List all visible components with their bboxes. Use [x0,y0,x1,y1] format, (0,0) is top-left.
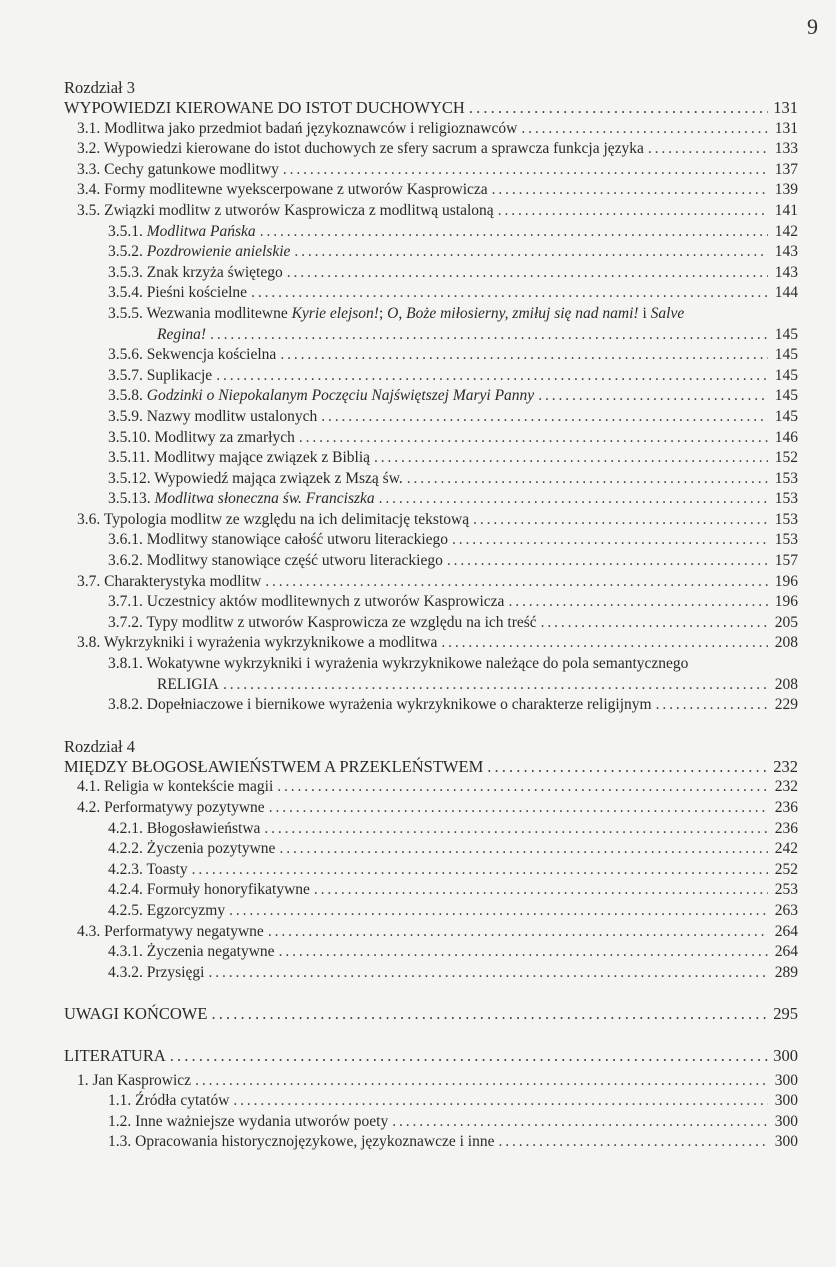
page-ref: 152 [774,449,798,467]
page-ref: 208 [774,675,798,693]
entry-title: Typologia modlitw ze względu na ich delimitację tekstową [103,510,470,528]
entry-number: 3.4. [77,181,101,199]
dot-leader [508,592,768,613]
page-ref: 145 [774,407,798,425]
entry-number: 4.2.5. [108,901,143,919]
entry-number: 3.5.1. [108,222,143,240]
toc-entry[interactable] [64,551,798,572]
toc-entry[interactable] [64,901,798,922]
entry-number: 4.2.1. [108,819,143,837]
entry-number: 3.7. [77,572,101,590]
dot-leader [233,1091,768,1112]
table-of-contents [64,78,798,1153]
toc-entry[interactable] [64,1132,798,1153]
dot-leader [487,757,768,778]
dot-leader [210,325,768,346]
dot-leader [211,1004,768,1025]
page-ref: 242 [774,840,798,858]
entry-title: Modlitwy stanowiące całość utworu literackiego [146,531,449,549]
entry-title: Wypowiedzi kierowane do istot duchowych ze sfery sacrum a sprawcza funkcja języka [103,140,644,158]
toc-entry[interactable] [64,428,798,449]
entry-title-italic: Salve [650,304,685,322]
entry-title-part: i [638,304,651,322]
toc-entry[interactable] [64,469,798,490]
entry-title: Modlitwy stanowiące część utworu literackiego [146,552,443,570]
toc-entry[interactable] [64,180,798,201]
toc-entry[interactable] [64,839,798,860]
dot-leader [492,180,768,201]
toc-entry[interactable] [64,860,798,881]
dot-leader [299,428,768,449]
entry-number: 1.1. [108,1092,132,1110]
page-ref: 157 [774,552,798,570]
dot-leader [260,222,768,243]
entry-number: 1. [77,1071,89,1089]
entry-title: Inne ważniejsze wydania utworów poety [135,1112,389,1130]
dot-leader [277,777,768,798]
entry-title: Znak krzyża świętego [146,263,283,281]
toc-entry[interactable] [64,510,798,531]
entry-number: 4.2.2. [108,840,143,858]
entry-title: Dopełniaczowe i biernikowe wyrażenia wykrzyknikowe o charakterze religijnym [146,696,652,714]
entry-number: 3.5.11. [108,449,151,467]
entry-number: 4.1. [77,778,101,796]
dot-leader [223,675,768,696]
toc-entry[interactable] [64,530,798,551]
dot-leader [287,263,768,284]
toc-entry[interactable] [64,345,798,366]
toc-entry[interactable] [64,263,798,284]
entry-title: Opracowania historycznojęzykowe, językoznawcze i inne [135,1133,495,1151]
dot-leader [216,366,768,387]
entry-title-part: RELIGIA [157,675,219,693]
toc-entry[interactable] [64,1112,798,1133]
entry-title: Związki modlitw z utworów Kasprowicza z modlitwą ustaloną [104,201,494,219]
dot-leader [170,1046,768,1067]
dot-leader [447,551,768,572]
chapter-label: Rozdział 4 [64,736,136,756]
entry-number: 3.5.8. [108,387,143,405]
dot-leader [469,98,768,119]
entry-title: Cechy gatunkowe modlitwy [104,160,279,178]
dot-leader [498,201,768,222]
page-ref: 145 [774,387,798,405]
entry-title: Przysięgi [146,963,205,981]
literature-row[interactable] [64,1046,798,1067]
dot-leader [314,880,768,901]
entry-number: 3.8. [77,634,101,652]
page-ref: 300 [774,1133,798,1151]
page-ref: 196 [774,572,798,590]
page-ref: 208 [774,634,798,652]
dot-leader [283,160,768,181]
page-ref: 289 [774,963,798,981]
spacer [64,716,798,737]
entry-number: 3.8.2. [108,696,143,714]
entry-number: 3.3. [77,160,101,178]
toc-entry-multiline[interactable] [64,654,798,675]
dot-leader [195,1071,768,1092]
toc-entry[interactable] [64,160,798,181]
page-ref: 232 [774,778,798,796]
entry-title: Pieśni kościelne [146,284,248,302]
page-ref: 137 [774,160,798,178]
entry-number: 3.6.2. [108,552,143,570]
entry-number: 3.5.4. [108,284,143,302]
page-ref: 232 [773,756,798,776]
section-title: UWAGI KOŃCOWE [64,1004,208,1024]
toc-entry[interactable] [64,613,798,634]
entry-number: 3.6. [77,510,101,528]
entry-title: Jan Kasprowicz [92,1071,192,1089]
toc-entry[interactable] [64,1091,798,1112]
dot-leader [541,613,768,634]
toc-entry[interactable] [64,283,798,304]
chapter-title: MIĘDZY BŁOGOSŁAWIEŃSTWEM A PRZEKLEŃSTWEM [64,756,484,776]
entry-number: 3.5. [77,201,101,219]
entry-number: 3.5.3. [108,263,143,281]
page-ref: 229 [774,696,798,714]
entry-number: 3.7.1. [108,593,143,611]
spacer [64,983,798,1004]
entry-title: Pozdrowienie anielskie [146,243,291,261]
entry-title: Modlitwa Pańska [146,222,256,240]
entry-title-italic: O, Boże miłosierny, zmiłuj się nad nami! [387,304,639,322]
toc-entry[interactable] [64,366,798,387]
dot-leader [498,1132,768,1153]
entry-title: Egzorcyzmy [146,901,226,919]
page-ref: 300 [774,1071,798,1089]
entry-title: Źródła cytatów [135,1092,230,1110]
entry-number: 1.2. [108,1112,132,1130]
entry-number: 3.5.6. [108,346,143,364]
entry-number: 3.6.1. [108,531,143,549]
dot-leader [656,695,768,716]
toc-entry[interactable] [64,633,798,654]
page-ref: 142 [774,222,798,240]
dot-leader [441,633,768,654]
page-ref: 205 [774,613,798,631]
entry-number: 4.2.3. [108,860,143,878]
toc-entry[interactable] [64,386,798,407]
dot-leader [280,345,768,366]
toc-entry[interactable] [64,489,798,510]
entry-number: 4.2. [77,799,101,816]
page-ref: 264 [774,943,798,961]
dot-leader [521,119,768,140]
entry-title-part: Wokatywne wykrzykniki i wyrażenia wykrzyknikowe należące do pola semantycznego [146,655,689,673]
dot-leader [648,139,768,160]
entry-number: 1.3. [108,1133,132,1151]
entry-title: Formuły honoryfikatywne [146,881,310,899]
entry-title: Nazwy modlitw ustalonych [146,407,318,425]
entry-title: Wypowiedź mająca związek z Mszą św. [154,469,403,487]
chapter-title-row[interactable] [64,98,798,119]
entry-number: 3.5.5. [108,304,143,322]
chapter-label: Rozdział 3 [64,78,136,97]
dot-leader [192,860,768,881]
toc-entry[interactable] [64,407,798,428]
toc-entry-continuation[interactable] [64,325,798,346]
entry-title: Wykrzykniki i wyrażenia wykrzyknikowe a modlitwa [103,634,438,652]
closing-remarks-row[interactable] [64,1004,798,1025]
page-ref: 143 [774,263,798,281]
entry-title-part: ; [378,304,388,322]
dot-leader [279,839,768,860]
entry-title: Godzinki o Niepokalanym Poczęciu Najświętszej Maryi Panny [146,387,535,405]
page-ref: 153 [774,510,798,528]
entry-title: Religia w kontekście magii [104,778,274,796]
entry-title: Życzenia negatywne [146,943,275,961]
page-ref: 236 [774,819,798,837]
toc-entry[interactable] [64,942,798,963]
entry-title: Błogosławieństwa [146,819,261,837]
toc-entry[interactable] [64,222,798,243]
page-ref: 145 [774,346,798,364]
entry-number: 4.3.2. [108,963,143,981]
toc-entry[interactable] [64,572,798,593]
page-ref: 264 [774,922,798,940]
entry-title: Modlitwy za zmarłych [154,428,295,446]
dot-leader [538,386,768,407]
entry-title: Modlitwa słoneczna św. Franciszka [154,490,375,508]
chapter-title: WYPOWIEDZI KIEROWANE DO ISTOT DUCHOWYCH [64,98,465,117]
entry-title: Charakterystyka modlitw [104,572,262,590]
toc-entry[interactable] [64,592,798,613]
dot-leader [374,448,768,469]
section-title: LITERATURA [64,1045,166,1065]
dot-leader [279,942,768,963]
entry-number: 3.2. [77,140,101,158]
entry-number: 4.3.1. [108,943,143,961]
dot-leader [208,963,768,984]
entry-number: 3.7.2. [108,613,143,631]
page-ref: 253 [774,881,798,899]
page-ref: 300 [774,1112,798,1130]
page-ref: 295 [773,1004,798,1024]
page-ref: 196 [774,593,798,611]
entry-title: Modlitwa jako przedmiot badań językoznawców i religioznawców [104,119,518,137]
page-ref: 133 [774,140,798,158]
toc-entry-multiline[interactable] [64,304,798,325]
dot-leader [294,242,768,263]
entry-number: 4.3. [77,922,101,940]
page-ref: 236 [774,799,798,816]
entry-title-italic: Kyrie elejson! [291,304,379,322]
toc-entry[interactable] [64,242,798,263]
dot-leader [321,407,768,428]
toc-entry[interactable] [64,880,798,901]
page-ref: 131 [773,98,798,117]
page-ref: 144 [774,284,798,302]
entry-title-italic: Regina! [157,325,207,343]
page-ref: 145 [774,366,798,384]
entry-title: Typy modlitw z utworów Kasprowicza ze względu na ich treść [146,613,537,631]
toc-entry[interactable] [64,777,798,798]
toc-entry-continuation[interactable] [64,675,798,696]
page-number: 9 [807,14,818,39]
entry-title: Uczestnicy aktów modlitewnych z utworów Kasprowicza [146,593,505,611]
entry-title: Sekwencja kościelna [146,346,277,364]
entry-number: 3.5.13. [108,490,151,508]
page-ref: 252 [774,860,798,878]
entry-number: 3.5.12. [108,469,151,487]
toc-entry[interactable] [64,119,798,140]
page-ref: 153 [774,490,798,508]
dot-leader [251,283,768,304]
page-ref: 143 [774,243,798,261]
page-ref: 131 [774,119,798,137]
entry-title: Performatywy pozytywne [104,799,265,816]
entry-number: 3.5.2. [108,243,143,261]
toc-entry[interactable] [64,819,798,840]
entry-number: 3.5.10. [108,428,151,446]
dot-leader [268,922,768,943]
entry-number: 3.5.7. [108,366,143,384]
page-ref: 139 [774,181,798,199]
entry-title-part: Wezwania modlitewne [146,304,292,322]
entry-title: Życzenia pozytywne [146,840,276,858]
entry-title: Performatywy negatywne [104,922,264,940]
toc-entry[interactable] [64,963,798,984]
dot-leader [452,530,768,551]
dot-leader [269,798,768,819]
dot-leader [392,1112,768,1133]
page-ref: 263 [774,901,798,919]
dot-leader [265,572,768,593]
spacer [64,1025,798,1046]
page-ref: 145 [774,325,798,343]
chapter-title-row[interactable] [64,757,798,778]
dot-leader [264,819,768,840]
page-ref: 141 [774,201,798,219]
toc-entry[interactable] [64,139,798,160]
page-ref: 153 [774,469,798,487]
entry-title: Formy modlitewne wyekscerpowane z utworów Kasprowicza [104,181,488,199]
toc-entry[interactable] [64,695,798,716]
dot-leader [229,901,768,922]
page-ref: 300 [773,1045,798,1065]
toc-entry[interactable] [64,1071,798,1092]
entry-number: 3.1. [77,119,101,137]
entry-number: 4.2.4. [108,881,143,899]
entry-number: 3.8.1. [108,655,143,673]
entry-title: Modlitwy mające związek z Biblią [153,449,370,467]
entry-title: Toasty [146,860,188,878]
dot-leader [379,489,768,510]
toc-entry[interactable] [64,922,798,943]
page-ref: 146 [774,428,798,446]
entry-number: 3.5.9. [108,407,143,425]
dot-leader [407,469,768,490]
page-ref: 153 [774,531,798,549]
entry-title: Suplikacje [146,366,213,384]
toc-entry[interactable] [64,201,798,222]
toc-entry[interactable] [64,798,798,819]
toc-entry[interactable] [64,448,798,469]
dot-leader [473,510,768,531]
page-ref: 300 [774,1092,798,1110]
